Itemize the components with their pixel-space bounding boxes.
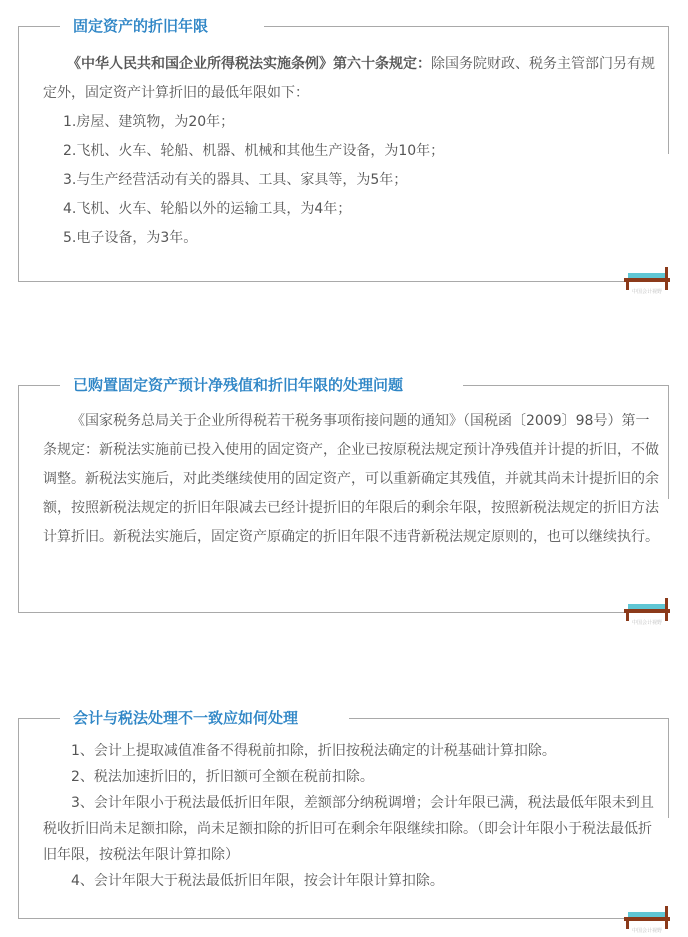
section-body (43, 738, 661, 894)
list-item: 4.飞机、火车、轮船以外的运输工具，为4年； (63, 201, 352, 217)
bed-decoration-icon (624, 906, 670, 932)
list-item: 3.与生产经营活动有关的器具、工具、家具等，为5年； (63, 172, 408, 188)
section-paragraph: 《国家税务总局关于企业所得税若干税务事项衔接问题的通知》（国税函〔2009〕98号）第一条规定：新税法实施前已投入使用的固定资产，企业已按原税法规定预计净残值并计提的折旧，不做调整。新税法实施后，对此类继续使用的固定资产，可以重新确定其残值，并就其尚未计提折旧的余额，按照新税法规定的折旧年限减去已经计提折旧的年限后的剩余年限，按照新税法规定的折旧方法计算折旧。新税法实施后，固定资产原确定的折旧年限不违背新税法规定原则的，也可以继续执行。 (43, 413, 659, 545)
list-item: 4、会计年限大于税法最低折旧年限，按会计年限计算扣除。 (71, 873, 444, 889)
section-title: 已购置固定资产预计净残值和折旧年限的处理问题 (67, 373, 409, 397)
list-item: 3、会计年限小于税法最低折旧年限，差额部分纳税调增；会计年限已满，税法最低年限未到且税收折旧尚未足额扣除，尚未足额扣除的折旧可在剩余年限继续扣除。（即会计年限小于税法最低折旧年限，按税法年限计算扣除） (43, 795, 654, 863)
watermark: 中国会计视野 (631, 620, 662, 626)
list-item: 2、税法加速折旧的，折旧额可全额在税前扣除。 (71, 769, 374, 785)
watermark: 中国会计视野 (631, 928, 662, 934)
list-item: 5.电子设备，为3年。 (63, 230, 198, 246)
intro-text: 除国务院财政、税务主管部门另有规定外，固定资产计算折旧的最低年限如下： (43, 56, 655, 101)
section-body (43, 50, 661, 253)
bed-decoration-icon (624, 598, 670, 624)
list-item: 1、会计上提取减值准备不得税前扣除，折旧按税法确定的计税基础计算扣除。 (71, 743, 556, 759)
section-title: 会计与税法处理不一致应如何处理 (67, 706, 304, 730)
section-depreciation-years (18, 17, 669, 282)
watermark: 中国会计视野 (631, 289, 662, 295)
section-accounting-vs-tax (18, 709, 669, 919)
list-item: 2.飞机、火车、轮船、机器、机械和其他生产设备，为10年； (63, 143, 445, 159)
section-body (43, 407, 661, 552)
section-title: 固定资产的折旧年限 (67, 14, 214, 38)
section-intro (43, 50, 661, 108)
list-item: 1.房屋、建筑物，为20年； (63, 114, 235, 130)
section-residual-value (18, 376, 669, 613)
law-reference: 《中华人民共和国企业所得税法实施条例》第六十条规定： (67, 56, 431, 72)
bed-decoration-icon (624, 267, 670, 293)
